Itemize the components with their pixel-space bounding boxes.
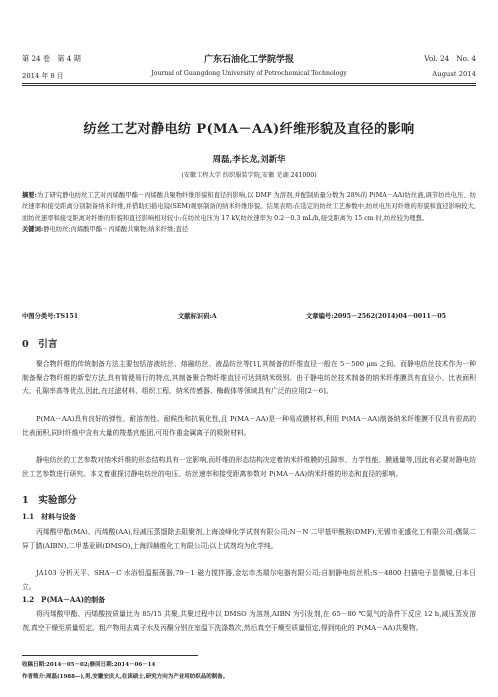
- preparation-paragraph: 将丙烯酸甲酯、丙烯酸按质量比为 85/15 共聚,共聚过程中以 DMSO 为溶剂,AIBN 为引发剂,在 65－80 ℃氮气的条件下反应 12 h,减压蒸发溶剂,真空干燥至质量恒定。粗产物用去离子水及丙酮分别在室温下洗涤数次,然后真空干燥至质量恒定,得到纯化的 P(MA－AA)共聚物。: [22, 610, 476, 632]
- issue-date: 2014 年 8 月: [22, 72, 64, 80]
- section-heading-intro: 0 引言: [22, 339, 58, 350]
- intro-paragraph-2: P(MA－AA)具有良好的弹性、耐溶剂性、耐候性和抗氧化性,且 P(MA－AA)是一种易成膜材料,利用 P(MA－AA)制备纳米纤维膜不仅具有很高的比表面积,同时纤维中含有大量的羧基官能团,可用作重金属离子的吸附材料。: [22, 415, 476, 437]
- keywords-text: 静电纺丝;丙烯酸甲酯－丙烯酸共聚物;纳米纤维;直径: [43, 226, 189, 234]
- header-rule-thin: [22, 85, 476, 86]
- issue-date-en: August 2014: [432, 70, 476, 78]
- document-code: 文献标识码:A: [178, 313, 217, 320]
- section-heading-experimental: 1 实验部分: [22, 495, 77, 506]
- abstract: [22, 190, 476, 236]
- abstract-text: 为了研究静电纺丝工艺对丙烯酸甲酯－丙烯酸共聚物纤维形貌和直径的影响,以 DMF 为溶剂,并配制质量分数为 28%的 P(MA－AA)纺丝液,调节纺丝电压、纺丝速率和接受距离分别制备纳米纤维,并借助扫描电镜(SEM)观察制备的纳米纤维形貌。结果表明:在选定的纺丝工艺参数中,纺丝电压对纤维的形貌和直径影响较大,而纺丝速率和接受距离对纤维的形貌和直径影响相对较小;在纺丝电压为 17 kV,纺丝速率为 0.2－0.3 mL/h,接受距离为 15 cm 时,纺丝较为理想。: [22, 192, 476, 222]
- article-number: 文章编号:2095－2562(2014)04－0011－05: [306, 313, 446, 320]
- subsection-materials: 1.1 材料与设备: [22, 512, 77, 521]
- journal-name-en: Journal of Guangdong University of Petrochemical Technology: [151, 70, 347, 77]
- clc-number: 中图分类号:TS151: [22, 313, 79, 320]
- materials-paragraph: 丙烯酸甲酯(MA)、丙烯酸(AA),经减压蒸馏除去阻聚剂,上海凌峰化学试剂有限公司;N－N 二甲基甲酰胺(DMF),无锡市亚盛化工有限公司;偶氮二异丁腈(AIBN),二甲基亚砜(DMSO),上海四赫维化工有限公司;以上试剂均为化学纯。: [22, 528, 476, 550]
- equipment-paragraph: JA103 分析天平、SHA－C 水浴恒温振荡器,79－1 磁力搅拌器,金坛市杰瑞尔电器有限公司;自制静电纺丝机;S－4800 扫描电子显微镜,日本日立。: [22, 569, 476, 591]
- authors: 周磊,李长龙,刘新华: [212, 154, 286, 164]
- header-rule: [22, 83, 476, 84]
- abstract-label: 摘要:: [22, 192, 37, 199]
- affiliation: (安徽工程大学 纺织服装学院,安徽 芜湖 241000): [181, 172, 317, 179]
- keywords-label: 关键词:: [22, 226, 44, 234]
- author-bio: 作者简介:周磊(1988—),男,安徽安庆人,在读硕士,研究方向为产业用纺织品的制备。: [22, 674, 229, 680]
- intro-paragraph-3: 静电纺丝的工艺参数对纳米纤维的形态结构具有一定影响,而纤维的形态结构决定着纳米纤维膜的孔隙率、力学性能、膜通量等,因此有必要对静电纺丝工艺参数进行研究。本文着重探讨静电纺丝的电压、纺丝速率和接受距离参数对 P(MA－AA)纳米纤维的形态和直径的影响。: [22, 456, 476, 478]
- article-title: 纺丝工艺对静电纺 P(MA－AA)纤维形貌及直径的影响: [83, 122, 415, 137]
- intro-paragraph-1: 聚合物纤维的传统制备方法主要包括溶液纺丝、熔融纺丝、液晶纺丝等[1],其制备的纤维直径一般在 5－500 μm 之间。而静电纺丝技术作为一种制备聚合物纤维的新型方法,具有简便易行的特点,其制备聚合物纤维直径可达到纳米级别。由于静电纺丝技术制备的纳米纤维膜具有直径小、比表面积大、孔隙率高等优点,因此,在过滤材料、组织工程、纳米传感器、酶载体等领域具有广泛的应用[2－6]。: [22, 360, 476, 396]
- volume-issue: 第 24 卷 第 4 期: [22, 54, 81, 63]
- subsection-preparation: 1.2 P(MA－AA)的制备: [22, 595, 106, 604]
- received-date: 收稿日期:2014－05－02;修回日期:2014－06－14: [22, 662, 156, 668]
- journal-name-cn: 广东石油化工学院学报: [203, 55, 294, 65]
- volume-issue-en: Vol. 24 No. 4: [424, 54, 476, 63]
- footnote-rule: [22, 655, 198, 656]
